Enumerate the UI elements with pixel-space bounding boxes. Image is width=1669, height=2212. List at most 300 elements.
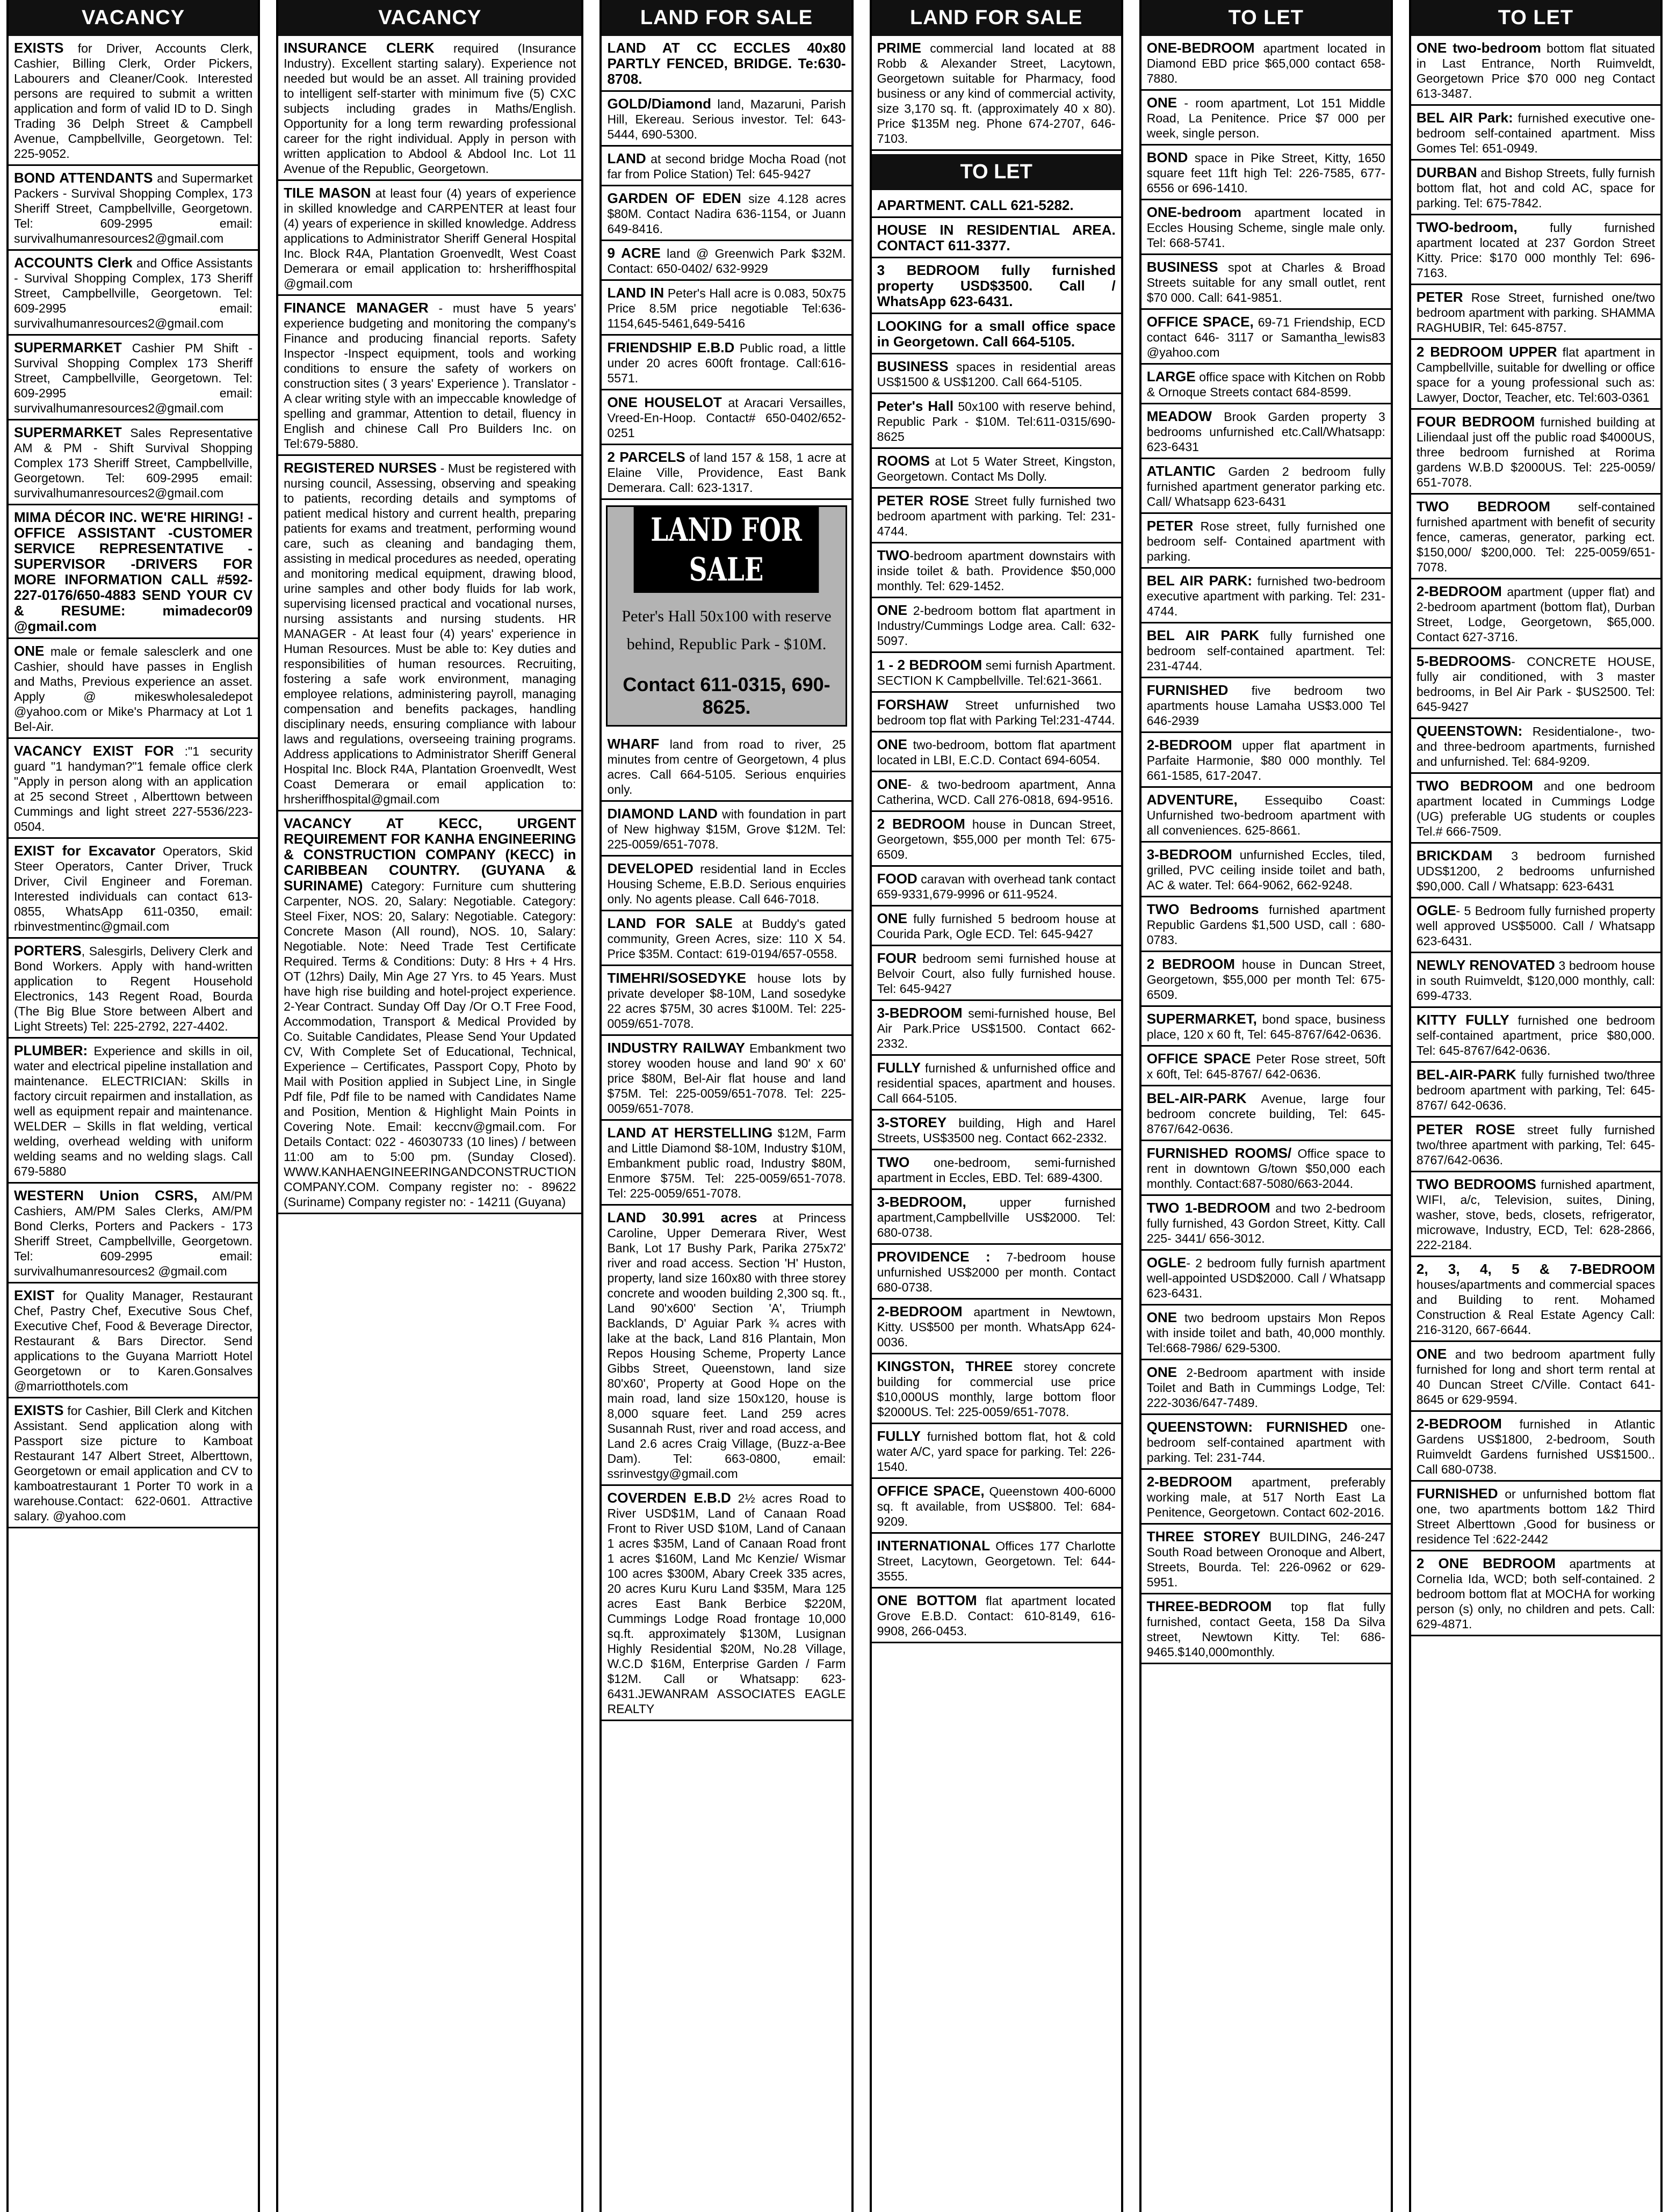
classified-ad bbox=[602, 186, 851, 241]
classified-ad bbox=[872, 812, 1121, 867]
classified-ad bbox=[872, 653, 1121, 693]
classified-ad bbox=[1411, 1063, 1660, 1118]
ad-headline: REGISTERED NURSES bbox=[284, 460, 437, 476]
ad-body: houses/apartments and commercial spaces and Building to rent. Mohamed Construction & Real Estate Agency Call: 216-3120, 667-6644. bbox=[1416, 1278, 1655, 1337]
ad-headline: 5-BEDROOMS bbox=[1416, 653, 1512, 669]
ad-body: Essequibo Coast: Unfurnished two-bedroom apartment with all conveniences. 625-8661. bbox=[1146, 793, 1385, 837]
ad-headline: DURBAN bbox=[1416, 164, 1477, 180]
classified-ad bbox=[872, 772, 1121, 812]
ad-headline: LAND 30.991 acres bbox=[607, 1209, 757, 1225]
ad-headline: QUEENSTOWN: bbox=[1416, 723, 1523, 739]
ad-headline: 2, 3, 4, 5 & 7-BEDROOM bbox=[1416, 1261, 1655, 1277]
classified-ad bbox=[872, 543, 1121, 598]
classified-ad bbox=[1141, 146, 1391, 200]
classified-ad bbox=[1141, 952, 1391, 1007]
ad-headline: BEL-AIR-PARK bbox=[1146, 1090, 1247, 1106]
classified-ad bbox=[1141, 1360, 1391, 1415]
column-to-let-2 bbox=[1409, 0, 1663, 2212]
classified-ad bbox=[872, 449, 1121, 489]
ad-headline: 1 - 2 BEDROOM bbox=[877, 657, 982, 673]
ad-headline: WHARF bbox=[607, 736, 660, 752]
ad-headline: INSURANCE CLERK bbox=[284, 40, 435, 56]
classified-ad bbox=[1411, 1257, 1660, 1342]
ad-body: Brook Garden property 3 bedrooms unfurnished etc.Call/Whatsapp: 623-6431 bbox=[1146, 410, 1385, 454]
ad-body: AM/PM Cashiers, AM/PM Sales Clerks, AM/PM Bond Clerks, Porters and Packers - 173 Sheriff Street, Campbellville, Georgetown. Tel: 609-2995 email: survivalhumanresources2 @gmail.com bbox=[14, 1189, 253, 1278]
ad-headline: 2-BEDROOM bbox=[1416, 1416, 1502, 1432]
ad-body: space in Pike Street, Kitty, 1650 square feet 11ft high Tel: 226-7585, 677-6556 or 696-1410. bbox=[1146, 151, 1385, 195]
ad-headline: LOOKING for a small office space in Georgetown. Call 664-5105. bbox=[877, 318, 1116, 350]
ad-body: Street fully furnished two bedroom apartment with parking. Tel: 231-4744. bbox=[877, 494, 1116, 538]
classified-ad bbox=[9, 336, 258, 420]
ad-headline: EXISTS bbox=[14, 40, 64, 56]
ad-headline: GARDEN OF EDEN bbox=[607, 190, 741, 206]
ad-body: flat apartment located Grove E.B.D. Contact: 610-8149, 616-9908, 266-0453. bbox=[877, 1594, 1116, 1638]
ad-headline: PROVIDENCE : bbox=[877, 1249, 991, 1265]
ad-body: size 4.128 acres $80M. Contact Nadira 636-1154, or Juann 649-8416. bbox=[607, 192, 846, 236]
classified-ad bbox=[9, 639, 258, 739]
ad-body: - 2 bedroom fully furnish apartment well-appointed USD$2000. Call / Whatsapp 623-6431. bbox=[1146, 1256, 1385, 1300]
ad-headline: FOUR bbox=[877, 950, 917, 966]
display-ad-contact: Contact 611-0315, 690-8625. bbox=[623, 673, 830, 718]
ad-body: street fully furnished two/three apartment with parking, Tel: 645-8767/642-0636. bbox=[1416, 1123, 1655, 1167]
ad-body: - room apartment, Lot 151 Middle Road, La Penitence. Price $7 000 per week, single person. bbox=[1146, 96, 1385, 140]
ad-body: one-bedroom, semi-furnished apartment in Eccles, EBD. Tel: 689-4300. bbox=[877, 1156, 1116, 1185]
ad-headline: TWO BEDROOM bbox=[1416, 778, 1533, 794]
classified-ad bbox=[872, 1479, 1121, 1534]
classified-ad bbox=[872, 693, 1121, 733]
ad-body: bond space, business place, 120 x 60 ft, Tel: 645-8767/642-0636. bbox=[1146, 1012, 1385, 1041]
classified-ad bbox=[1141, 1525, 1391, 1594]
classified-ad bbox=[602, 92, 851, 147]
classified-ad bbox=[1141, 733, 1391, 788]
ad-body: - must have 5 years' experience budgeting and monitoring the company's Finance and producing financial reports. Safety Inspector -Inspect equipment, tools and working conditions to ensure the safety of workers on construction sites ( 3 years' Experience ). Translator - A clear writing style with an impeccable knowledge of spelling and grammar, Attention to detail, fluency in English and chinese Call Pro Builders Inc. on Tel:679-5880. bbox=[284, 301, 576, 451]
classified-ad bbox=[602, 281, 851, 336]
ad-headline: TWO Bedrooms bbox=[1146, 901, 1259, 917]
ad-headline: PETER ROSE bbox=[1416, 1121, 1515, 1137]
classified-ad bbox=[1141, 36, 1391, 91]
ad-headline: 2-BEDROOM bbox=[1416, 583, 1502, 599]
ad-headline: 2-BEDROOM bbox=[877, 1303, 963, 1319]
ad-group-before bbox=[872, 36, 1121, 151]
ad-body: Public road, a little under 20 acres 600ft frontage. Call:616-5571. bbox=[607, 341, 846, 385]
ad-body: 3 bedroom furnished UDS$1200, 2 bedrooms unfurnished $90,000. Call / Whatsapp: 623-6431 bbox=[1416, 849, 1655, 893]
ad-body: 2-bedroom bottom flat apartment in Industry/Cummings Lodge area. Call: 632-5097. bbox=[877, 604, 1116, 648]
ad-body: Peter's Hall acre is 0.083, 50x75 Price 8.5M price negotiable Tel:636-1154,645-5461,649-5416 bbox=[607, 286, 846, 330]
ad-headline: SUPERMARKET, bbox=[1146, 1011, 1257, 1027]
ad-body: for Cashier, Bill Clerk and Kitchen Assistant. Send application along with Passport size picture to Kamboat Restaurant 147 Albert Street, Alberttown, Georgetown or email application and CV to kamboatrestaurant 1 Porter T0 work in a warehouse.Contact: 622-0601. Attractive salary. @yahoo.com bbox=[14, 1404, 253, 1523]
ad-headline: ONE bbox=[877, 602, 907, 618]
classified-ad bbox=[602, 732, 851, 802]
ad-body: office space with Kitchen on Robb & Ornoque Streets contact 684-8599. bbox=[1146, 370, 1385, 399]
ad-headline: FOOD bbox=[877, 871, 917, 887]
ad-headline: PETER ROSE bbox=[877, 492, 969, 509]
ad-body: one-bedroom self-contained apartment with parking. Tel: 231-744. bbox=[1146, 1420, 1385, 1464]
ad-body: two bedroom upstairs Mon Repos with inside toilet and bath, 40,000 monthly. Tel:668-7986/ 629-5300. bbox=[1146, 1311, 1385, 1355]
column-to-let-1 bbox=[1139, 0, 1393, 2212]
ad-headline: Peter's Hall bbox=[877, 398, 954, 414]
classified-ad bbox=[1411, 1412, 1660, 1482]
classified-ad bbox=[602, 1486, 851, 1721]
ad-headline: GOLD/Diamond bbox=[607, 96, 712, 112]
ad-body: flat apartment in Campbellville, suitable for dwelling or office space for a young professional such as: Lawyer, Doctor, Teacher, etc. Tel:603-0361 bbox=[1416, 345, 1655, 404]
ad-headline: FINANCE MANAGER bbox=[284, 300, 429, 316]
ad-body: caravan with overhead tank contact 659-9331,679-9996 or 611-9524. bbox=[877, 872, 1116, 901]
classified-ad bbox=[9, 1184, 258, 1283]
column-land-for-sale-2 bbox=[870, 0, 1123, 2212]
ad-headline: ONE bbox=[1146, 95, 1177, 111]
classified-ad bbox=[1141, 1196, 1391, 1251]
classified-ad bbox=[1141, 365, 1391, 404]
classified-ad bbox=[1141, 788, 1391, 843]
section-heading-to-let: TO LET bbox=[872, 154, 1121, 190]
ad-body: furnished one bedroom self-contained apartment, price $80,000. Tel: 645-8767/642-0636. bbox=[1416, 1013, 1655, 1057]
ad-body: Garden 2 bedroom fully furnished apartment generator parking etc. Call/ Whatsapp 623-6431 bbox=[1146, 465, 1385, 509]
classified-ad bbox=[1141, 91, 1391, 146]
classified-ad bbox=[872, 1534, 1121, 1589]
ad-body: male or female salesclerk and one Cashier, should have passes in English and Maths, Previous experience an asset. Apply @ mikeswholesaledepot @yahoo.com or Mike's Pharmacy at Lot 1 Bel-Air. bbox=[14, 644, 253, 734]
ad-headline: BEL AIR PARK bbox=[1146, 627, 1260, 643]
ad-body: Avenue, large four bedroom concrete building, Tel: 645-8767/642-0636. bbox=[1146, 1092, 1385, 1136]
ad-body: fully furnished apartment located at 237 Gordon Street Kitty. Price: $170 000 monthly Tel: 696-7163. bbox=[1416, 221, 1655, 280]
ad-body: or unfurnished bottom flat one, two apartments bottom 1&2 Third Street Alberttown ,Good for business or residence Tel :622-2442 bbox=[1416, 1487, 1655, 1546]
ad-headline: COVERDEN E.B.D bbox=[607, 1490, 731, 1506]
classified-ad bbox=[278, 181, 581, 296]
classified-ad bbox=[872, 258, 1121, 314]
classified-ad bbox=[1411, 953, 1660, 1008]
ad-body: at Princess Caroline, Upper Demerara River, West Bank, Lot 17 Bushy Park, Parika 275x72' river and road access. Section 'H' Huston, property, land size 160x80 with three storey concrete and wooden building 2,300 sq. ft., Land 90'x600' Section 'A', Triumph Backlands, D' Aguiar Park ¾ acres with lake at the back, Land 816 Plantain, Mon Repos Housing Scheme, Property Lance Gibbs Street, Queenstown, land size 80'x60', Property at Good Hope on the main road, land size 150x120, house is 8,000 square feet. Land 259 acres Susannah Rust, river and road access, and Land 2.6 acres Craig Village, (Buzz-a-Bee Dam). Tel: 663-0800, email: ssrinvestgy@gmail.com bbox=[607, 1211, 846, 1481]
classified-ad bbox=[1141, 1047, 1391, 1086]
ad-body: fully furnished 5 bedroom house at Courida Park, Ogle ECD. Tel: 645-9427 bbox=[877, 912, 1116, 941]
ad-body: at Aracari Versailles, Vreed-En-Hoop. Contact# 650-0402/652-0251 bbox=[607, 396, 846, 440]
ad-body: storey concrete building for commercial use price $10,000US monthly, large bottom floor $2000US. Tel: 225-0059/651-7078. bbox=[877, 1360, 1116, 1419]
classified-ad bbox=[1411, 1118, 1660, 1172]
classified-ad bbox=[1411, 649, 1660, 719]
ad-headline: MEADOW bbox=[1146, 408, 1212, 424]
classified-ad bbox=[1141, 623, 1391, 678]
classified-ad bbox=[602, 1121, 851, 1206]
ad-body: apartment, preferably working male, at 517 North East La Penitence, Georgetown. Contact 602-2016. bbox=[1146, 1475, 1385, 1519]
ad-headline: APARTMENT. CALL 621-5282. bbox=[877, 197, 1074, 213]
classified-ad bbox=[1141, 459, 1391, 514]
ad-body: for Driver, Accounts Clerk, Cashier, Billing Clerk, Order Pickers, Labourers and Cleaner/Cook. Interested persons are required to submit a written application and form of valid ID to D. Singh Trading 36 Delph Street & Campbell Avenue, Campbellville, Georgetown. Tel: 225-9052. bbox=[14, 41, 253, 161]
classified-ad bbox=[872, 867, 1121, 906]
ad-headline: LAND AT CC ECCLES 40x80 PARTLY FENCED, BRIDGE. Te:630-8708. bbox=[607, 40, 846, 87]
ad-headline: ONE BOTTOM bbox=[877, 1592, 977, 1608]
ad-headline: FULLY bbox=[877, 1060, 921, 1076]
ad-body: Rose street, fully furnished one bedroom self- Contained apartment with parking. bbox=[1146, 519, 1385, 563]
classified-ad bbox=[602, 911, 851, 966]
ad-body: semi furnish Apartment. SECTION K Campbellville. Tel:621-3661. bbox=[877, 658, 1116, 687]
classified-ad bbox=[872, 1245, 1121, 1300]
ad-headline: 2-BEDROOM bbox=[1146, 737, 1232, 753]
ad-body: BUILDING, 246-247 South Road between Oronoque and Albert, Streets, Bourda. Tel: 226-0962 or 629-5951. bbox=[1146, 1530, 1385, 1589]
ad-headline: NEWLY RENOVATED bbox=[1416, 957, 1555, 973]
ad-body: fully furnished two/three bedroom apartment with parking, Tel: 645-8767/ 642-0636. bbox=[1416, 1068, 1655, 1112]
classified-ad bbox=[1411, 215, 1660, 285]
ad-headline: ONE-BEDROOM bbox=[1146, 40, 1255, 56]
classified-ad bbox=[9, 1039, 258, 1184]
ad-headline: LAND IN bbox=[607, 285, 664, 301]
ad-headline: PORTERS bbox=[14, 942, 82, 959]
ad-headline: OFFICE SPACE, bbox=[877, 1483, 985, 1499]
ad-body: Office space to rent in downtown G/town $50,000 each monthly. Contact:687-5080/663-2044. bbox=[1146, 1147, 1385, 1191]
ad-body: Operators, Skid Steer Operators, Canter Driver, Truck Driver, Civil Engineer and Foreman. Interested individuals can contact 613-0855, WhatsApp 611-0350, email: rbinvestmentinc@gmail.com bbox=[14, 844, 253, 933]
ad-body: and Office Assistants - Survival Shopping Complex, 173 Sheriff Street, Campbellville, Georgetown. Tel: 609-2995 email: survivalhumanresources2@gmail.com bbox=[14, 256, 253, 330]
ad-body: land from road to river, 25 minutes from centre of Georgetown, 4 plus acres. Call 664-5105. Serious enquiries only. bbox=[607, 737, 846, 796]
ad-headline: 2 PARCELS bbox=[607, 449, 685, 465]
column-heading: VACANCY bbox=[9, 0, 258, 36]
ad-headline: LAND bbox=[607, 150, 646, 166]
ad-headline: EXIST for Excavator bbox=[14, 843, 156, 859]
classified-ad bbox=[278, 456, 581, 811]
classified-ad bbox=[872, 1300, 1121, 1354]
ad-headline: PETER bbox=[1146, 518, 1194, 534]
ad-headline: FULLY bbox=[877, 1428, 921, 1444]
classified-ad bbox=[9, 505, 258, 639]
ad-body: Queenstown 400-6000 sq. ft available, from US$800. Tel: 684-9209. bbox=[877, 1484, 1116, 1528]
ad-body: house in Duncan Street, Georgetown, $55,000 per month Tel: 675-6509. bbox=[877, 817, 1116, 861]
ad-headline: MIMA DÉCOR INC. WE'RE HIRING! -OFFICE ASSISTANT -CUSTOMER SERVICE REPRESENTATIVE -SUPERVISOR -DRIVERS FOR MORE INFORMATION CALL #592-227-0176/650-4883 SEND YOUR CV & RESUME: mimadecor09 @gmail.com bbox=[14, 509, 253, 634]
ad-headline: ONE bbox=[877, 736, 907, 752]
classified-ad bbox=[1141, 404, 1391, 459]
classified-ad bbox=[1411, 1551, 1660, 1636]
ad-body: - Must be registered with nursing council, Assessing, observing and speaking to patients, recording details and symptoms of patient medical history and current health, preparing patients for exams and treatment, performing wound care, such as cleaning and bandaging them, assisting in medical procedures as needed, operating and monitoring medical equipment, drawing blood, urine samples and other body fluids for lab work, supervising licensed practical and vocational nurses, nursing assistants and nursing students. HR MANAGER - At least four (4) years' experience in Human Resources. Must be able to: Key duties and responsibilities of human resources. Recruiting, fostering a safe work environment, managing employee relations, administering payroll, managing compensation and benefits packages, handling disciplinary needs, ensuring compliance with labour laws and regulations, overseeing training programs. Address applications to Administrator Sheriff General Hospital Inc. Block R4A, Plantation Groenvedlt, West Coast Demerara or email application to: hrsheriffhospital@gmail.com bbox=[284, 461, 576, 806]
ad-headline: 2 BEDROOM bbox=[1146, 956, 1235, 972]
ad-body: - 5 Bedroom fully furnished property well approved US$5000. Call / Whatsapp 623-6431. bbox=[1416, 904, 1655, 948]
ad-headline: 2 BEDROOM bbox=[877, 816, 965, 832]
classified-ad bbox=[1411, 1008, 1660, 1063]
ad-body: Residentialone-, two-and three-bedroom apartments, furnished and unfurnished. Tel: 684-9209. bbox=[1416, 724, 1655, 768]
ad-body: apartments at Cornelia Ida, WCD; both self-contained. 2 bedroom bottom flat at MOCHA for working person (s) only, no children and pets. Call: 629-4871. bbox=[1416, 1557, 1655, 1631]
ad-body: of land 157 & 158, 1 acre at Elaine Ville, Providence, East Bank Demerara. Call: 623-1317. bbox=[607, 451, 846, 495]
classified-ad bbox=[1141, 897, 1391, 952]
ad-body: furnished apartment, WIFI, a/c, Television, suites, Dining, washer, stove, beds, closets, refrigerator, microwave, Industry, ECD, Tel: 628-2866, 222-2184. bbox=[1416, 1178, 1655, 1252]
ad-body: land, Mazaruni, Parish Hill, Ekereau. Serious investor. Tel: 643-5444, 690-5300. bbox=[607, 97, 846, 141]
ad-headline: 3-BEDROOM, bbox=[877, 1194, 966, 1210]
classified-ad bbox=[872, 1056, 1121, 1111]
classified-ad bbox=[1141, 1415, 1391, 1470]
ad-body: - CONCRETE HOUSE, fully air conditioned, with 3 master bedrooms, in Bel Air Park - $US2500. Tel: 645-9427 bbox=[1416, 655, 1655, 714]
classified-ad bbox=[1141, 200, 1391, 255]
ad-headline: LAND FOR SALE bbox=[607, 915, 733, 931]
classified-ad bbox=[602, 336, 851, 390]
ad-body: 7-bedroom house unfurnished US$2000 per month. Contact 680-0738. bbox=[877, 1250, 1116, 1294]
classified-ad bbox=[602, 445, 851, 500]
ad-headline: OFFICE SPACE bbox=[1146, 1050, 1251, 1067]
ad-body: 3 bedroom house in south Ruimveldt, $120,000 monthly, call: 699-4733. bbox=[1416, 959, 1655, 1003]
ad-body: building, High and Harel Streets, US$3500 neg. Contact 662-2332. bbox=[877, 1116, 1116, 1145]
ad-headline: BEL AIR PARK: bbox=[1146, 572, 1253, 589]
ad-body: at Lot 5 Water Street, Kingston, Georgetown. Contact Ms Dolly. bbox=[877, 454, 1116, 483]
ad-headline: TILE MASON bbox=[284, 185, 371, 201]
classified-ad bbox=[602, 1036, 851, 1121]
ad-headline: ONE-bedroom bbox=[1146, 204, 1241, 220]
ad-body: and one bedroom apartment located in Cummings Lodge (UG) preferable UG students or couples Tel.# 666-7509. bbox=[1416, 779, 1655, 838]
column-heading: TO LET bbox=[1411, 0, 1660, 36]
ad-body: required (Insurance Industry). Excellent starting salary). Experience not needed but would be an asset. All training provided to intelligent self-starter with minimum five (5) CXC subjects including grades in Maths/English. Opportunity for a long term rewarding professional career for the right individual. Apply in person with written application to Abdool & Abdool Inc. Lot 11 Avenue of the Republic, Georgetown. bbox=[284, 41, 576, 176]
ad-headline: 2 ONE BEDROOM bbox=[1416, 1555, 1556, 1571]
ad-headline: 9 ACRE bbox=[607, 245, 661, 261]
ad-headline: FURNISHED bbox=[1416, 1485, 1498, 1502]
ad-body: house in Duncan Street, Georgetown, $55,000 per month Tel: 675-6509. bbox=[1146, 958, 1385, 1002]
classified-ad bbox=[872, 394, 1121, 449]
ad-headline: 2 BEDROOM UPPER bbox=[1416, 344, 1557, 360]
ad-headline: INTERNATIONAL bbox=[877, 1537, 990, 1554]
ad-body: 2½ acres Road to River USD$1M, Land of Canaan Road Front to River USD $10M, Land of Canaan 1 acres $35M, Land of Canaan Road front 1 acres $160M, Land Mc Kenzie/ Wismar 100 acres $300M, Abary Creek 335 acres, 20 acres Kuru Kuru Land $35M, Mara 125 acres East Bank Berbice $220M, Cummings Lodge Road frontage 10,000 sq.ft. approximately $130M, Lusignan Highly Residential $20M, No.28 Village, W.C.D $16M, Enterprise Garden / Farm $12M. Call or Whatsapp: 623-6431.JEWANRAM ASSOCIATES EAGLE REALTY bbox=[607, 1491, 846, 1716]
column-heading: VACANCY bbox=[278, 0, 581, 36]
ad-headline: VACANCY EXIST FOR bbox=[14, 743, 174, 759]
ad-headline: BOND ATTENDANTS bbox=[14, 170, 153, 186]
ad-headline: PETER bbox=[1416, 289, 1463, 305]
ad-headline: ATLANTIC bbox=[1146, 463, 1216, 479]
classified-ad bbox=[602, 147, 851, 186]
classified-ad bbox=[278, 811, 581, 1214]
ad-body: furnished apartment Republic Gardens $1,500 USD, call : 680-0783. bbox=[1146, 903, 1385, 947]
ad-body: Experience and skills in oil, water and electrical pipeline installation and maintenance. ELECTRICIAN: Skills in factory circuit repairmen and installation, as well as equipment repair and maintenance. WELDER – Skills in flat welding, vertical welding, overhead welding with uniform welding seams and no welding slags. Call 679-5880 bbox=[14, 1044, 253, 1178]
classified-ad bbox=[1141, 255, 1391, 310]
classified-ad bbox=[602, 857, 851, 911]
classified-ad bbox=[1141, 1594, 1391, 1664]
classified-ad bbox=[602, 966, 851, 1036]
classified-ad bbox=[872, 598, 1121, 653]
classified-ad bbox=[9, 839, 258, 939]
display-ad-title: LAND FOR SALE bbox=[634, 507, 819, 593]
ad-headline: TWO bbox=[877, 547, 910, 563]
ad-body: Offices 177 Charlotte Street, Lacytown, Georgetown. Tel: 644-3555. bbox=[877, 1539, 1116, 1583]
ad-headline: EXISTS bbox=[14, 1402, 64, 1418]
classified-ad bbox=[1411, 719, 1660, 774]
ad-headline: ADVENTURE, bbox=[1146, 792, 1238, 808]
ad-body: semi-furnished house, Bel Air Park.Price US$1500. Contact 662-2332. bbox=[877, 1006, 1116, 1050]
ad-body: at second bridge Mocha Road (not far from Police Station) Tel: 645-9427 bbox=[607, 152, 846, 181]
ad-headline: LARGE bbox=[1146, 368, 1196, 385]
classified-ad bbox=[1141, 310, 1391, 365]
ad-body: residential land in Eccles Housing Scheme, E.B.D. Serious enquiries only. No agents please. Call 646-7018. bbox=[607, 862, 846, 906]
ad-headline: HOUSE IN RESIDENTIAL AREA. CONTACT 611-3377. bbox=[877, 222, 1116, 253]
ad-body: upper flat apartment in Parfaite Harmonie, $80 000 monthly. Tel 661-1585, 617-2047. bbox=[1146, 738, 1385, 782]
classified-ad bbox=[1141, 1251, 1391, 1306]
column-heading: LAND FOR SALE bbox=[872, 0, 1121, 36]
ad-headline: 3-BEDROOM bbox=[1146, 846, 1232, 862]
ad-body: Rose Street, furnished one/two bedroom apartment with parking. SHAMMA RAGHUBIR, Tel: 645-8757. bbox=[1416, 291, 1655, 335]
ad-body: Peter Rose street, 50ft x 60ft, Tel: 645-8767/ 642-0636. bbox=[1146, 1052, 1385, 1081]
ad-headline: OFFICE SPACE, bbox=[1146, 314, 1254, 330]
ad-body: apartment (upper flat) and 2-bedroom apartment (bottom flat), Durban Street, Lodge, Georgetown, $65,000. Contact 627-3716. bbox=[1416, 585, 1655, 644]
classified-ad bbox=[1411, 106, 1660, 161]
classified-ad bbox=[1411, 285, 1660, 340]
ad-body: fully furnished one bedroom self-contained apartment. Tel: 231-4744. bbox=[1146, 629, 1385, 673]
ad-headline: BUSINESS bbox=[1146, 259, 1218, 275]
ad-body: Embankment two storey wooden house and land 90' x 60' price $80M, Bel-Air flat house and land $75M. Tel: 225-0059/651-7078. Tel: 225-0059/651-7078. bbox=[607, 1041, 846, 1115]
classified-ad bbox=[1411, 410, 1660, 495]
ad-list bbox=[1411, 36, 1660, 2212]
classified-ad bbox=[872, 1589, 1121, 1643]
ad-headline: VACANCY AT KECC, URGENT REQUIREMENT FOR KANHA ENGINEERING & CONSTRUCTION COMPANY (KECC) in CARIBBEAN COUNTRY. (GUYANA & SURINAME) bbox=[284, 815, 576, 894]
ad-body: and Supermarket Packers - Survival Shopping Complex, 173 Sheriff Street, Campbellville, Georgetown. Tel: 609-2995 email: survivalhumanresources2@gmail.com bbox=[14, 171, 253, 245]
ad-body: -bedroom apartment downstairs with inside toilet & bath. Providence $50,000 monthly. Tel: 629-1452. bbox=[877, 549, 1116, 593]
ad-headline: KINGSTON, THREE bbox=[877, 1358, 1013, 1374]
ad-headline: FURNISHED ROOMS/ bbox=[1146, 1145, 1292, 1161]
ad-headline: PLUMBER: bbox=[14, 1042, 88, 1058]
ad-headline: ONE bbox=[14, 643, 45, 659]
ad-headline: ONE bbox=[1146, 1364, 1177, 1380]
ad-body: Cashier PM Shift - Survival Shopping Complex 173 Sheriff Street, Campbellville, Georgetown. Tel: 609-2995 email: survivalhumanresources2@gmail.com bbox=[14, 341, 253, 415]
ad-headline: BRICKDAM bbox=[1416, 847, 1493, 864]
ad-body: - & two-bedroom apartment, Anna Catherina, WCD. Call 276-0818, 694-9516. bbox=[877, 778, 1116, 807]
ad-headline: FOUR BEDROOM bbox=[1416, 414, 1535, 430]
ad-body: 50x100 with reserve behind, Republic Park - $10M. Tel:611-0315/690-8625 bbox=[877, 400, 1116, 444]
display-ad-body: Peter's Hall 50x100 with reserve behind, Republic Park - $10M. bbox=[622, 607, 832, 653]
classified-ad bbox=[1141, 1086, 1391, 1141]
ad-body: Street unfurnished two bedroom top flat with Parking Tel:231-4744. bbox=[877, 698, 1116, 727]
ad-body: spaces in residential areas US$1500 & US$1200. Call 664-5105. bbox=[877, 360, 1116, 389]
ad-body: commercial land located at 88 Robb & Alexander Street, Lacytown, Georgetown suitable for Pharmacy, food business or any kind of commercial activity, size 3,170 sq. ft. (approximately 40 x 80). Price $135M neg. Phone 674-2707, 646-7103. bbox=[877, 41, 1116, 146]
classified-ad bbox=[872, 314, 1121, 354]
column-heading: TO LET bbox=[1141, 0, 1391, 36]
ad-headline: TIMEHRI/SOSEDYKE bbox=[607, 970, 747, 986]
classified-ad bbox=[9, 1398, 258, 1528]
column-vacancy-1 bbox=[6, 0, 260, 2212]
ad-body: five bedroom two apartments house Lamaha US$3.000 Tel 646-2939 bbox=[1146, 684, 1385, 728]
ad-body: apartment located in Diamond EBD price $65,000 contact 658-7880. bbox=[1146, 41, 1385, 85]
classified-ad bbox=[1141, 1306, 1391, 1360]
ad-headline: BUSINESS bbox=[877, 358, 949, 374]
ad-headline: TWO BEDROOM bbox=[1416, 498, 1550, 514]
ad-headline: OGLE bbox=[1416, 902, 1456, 918]
ad-group-after bbox=[872, 193, 1121, 1643]
classified-ad bbox=[872, 906, 1121, 946]
classified-ad bbox=[1411, 36, 1660, 106]
land-for-sale-display-ad bbox=[606, 505, 847, 727]
classified-ad bbox=[9, 166, 258, 251]
classified-ad bbox=[9, 251, 258, 336]
classified-ad bbox=[872, 489, 1121, 543]
ad-headline: SUPERMARKET bbox=[14, 424, 122, 440]
classified-ad bbox=[602, 1206, 851, 1486]
ad-headline: THREE-BEDROOM bbox=[1146, 1598, 1272, 1614]
classified-ad bbox=[872, 733, 1121, 772]
ad-headline: TWO bbox=[877, 1154, 910, 1170]
ad-body: and Bishop Streets, fully furnish bottom flat, hot and cold AC, space for parking. Tel: 675-7842. bbox=[1416, 166, 1655, 210]
classified-ad bbox=[9, 739, 258, 839]
classified-ad bbox=[1411, 1172, 1660, 1257]
ad-body: bedroom semi furnished house at Belvoir Court, also fully furnished house. Tel: 645-9427 bbox=[877, 952, 1116, 996]
ad-headline: TWO BEDROOMS bbox=[1416, 1176, 1536, 1192]
classified-ad bbox=[1411, 898, 1660, 953]
column-land-for-sale-1 bbox=[599, 0, 853, 2212]
ad-body: at Buddy's gated community, Green Acres, size: 110 X 54. Price $35M. Contact: 619-0194/657-0558. bbox=[607, 917, 846, 961]
classified-ad bbox=[602, 390, 851, 445]
classified-ad bbox=[1411, 1482, 1660, 1551]
classified-ad bbox=[1141, 569, 1391, 623]
ad-body: furnished in Atlantic Gardens US$1800, 2-bedroom, South Ruimveldt Gardens furnished US$1500.. Call 680-0738. bbox=[1416, 1417, 1655, 1476]
ad-headline: KITTY FULLY bbox=[1416, 1012, 1509, 1028]
ad-headline: BOND bbox=[1146, 149, 1188, 165]
classified-ad bbox=[872, 1150, 1121, 1190]
ad-body: 2-Bedroom apartment with inside Toilet and Bath in Cummings Lodge, Tel: 222-3036/647-7489. bbox=[1146, 1366, 1385, 1410]
classified-ad bbox=[1411, 161, 1660, 215]
ad-headline: TWO 1-BEDROOM bbox=[1146, 1200, 1270, 1216]
ad-headline: ONE bbox=[1146, 1309, 1177, 1325]
ad-body: Sales Representative AM & PM - Shift Survival Shopping Complex 173 Sheriff Street, Campbellville, Georgetown. Tel: 609-2995 email: survivalhumanresources2@gmail.com bbox=[14, 426, 253, 500]
ad-headline: WESTERN Union CSRS, bbox=[14, 1187, 198, 1203]
ad-group-after bbox=[602, 732, 851, 1721]
ad-headline: FORSHAW bbox=[877, 697, 949, 713]
ad-body: bottom flat situated in Last Entrance, North Ruimveldt, Georgetown Price $70 000 neg Contact 613-3487. bbox=[1416, 41, 1655, 100]
ad-headline: DEVELOPED bbox=[607, 860, 693, 876]
classified-ad bbox=[1141, 1470, 1391, 1525]
ad-headline: FRIENDSHIP E.B.D bbox=[607, 339, 735, 356]
